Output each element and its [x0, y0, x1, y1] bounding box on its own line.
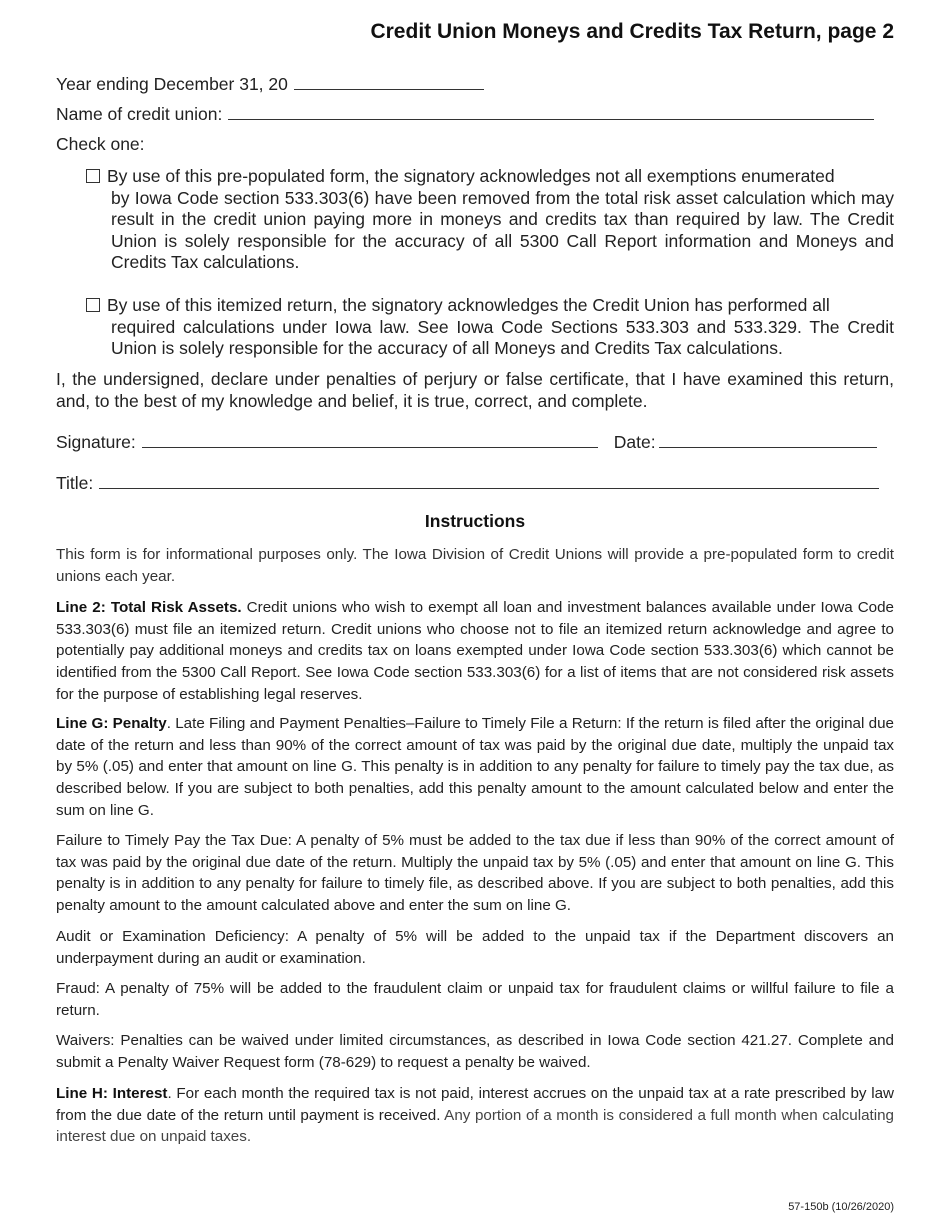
credit-union-name-label: Name of credit union: [56, 104, 223, 124]
check-one-label: Check one: [56, 134, 145, 154]
line2-heading: Line 2: Total Risk Assets. [56, 599, 242, 616]
title-row [56, 472, 879, 494]
lineg-heading: Line G: Penalty [56, 715, 167, 732]
itemized-checkbox[interactable] [86, 298, 100, 312]
itemized-first-line: By use of this itemized return, the signatory acknowledges the Credit Union has performed all [107, 295, 830, 315]
title-input[interactable] [99, 472, 879, 489]
check-one-row [56, 134, 145, 155]
lineg-text: . Late Filing and Payment Penalties–Failure to Timely File a Return: If the return is filed after the original due date of the return and less than 90% of the correct amount of tax was paid by the original due date, multiply the unpaid tax by 5% (.05) and enter that amount on line G. This penalty is in addition to any penalty for failure to timely pay the tax due, as described below. If you are subject to both penalties, add this penalty amount to the amount calculated below and enter the sum on line G. [56, 715, 894, 819]
instructions-intro: This form is for informational purposes only. The Iowa Division of Credit Unions will provide a pre-populated form to credit unions each year. [56, 546, 894, 585]
signature-row [56, 431, 877, 453]
signature-input[interactable] [142, 431, 598, 448]
prepopulated-first-line: By use of this pre-populated form, the signatory acknowledges not all exemptions enumerated [107, 166, 835, 186]
option-prepopulated [86, 166, 894, 274]
page-title: Credit Union Moneys and Credits Tax Return, page 2 [370, 20, 894, 43]
declaration-text: I, the undersigned, declare under penalties of perjury or false certificate, that I have examined this return, and, to the best of my knowledge and belief, it is true, correct, and complete. [56, 369, 894, 411]
lineh-tail: Any portion of a month is considered a full month when calculating interest due on unpaid taxes. [56, 1106, 894, 1146]
fraud-text: Fraud: A penalty of 75% will be added to the fraudulent claim or unpaid tax for fraudulent claims or willful failure to file a return. [56, 980, 894, 1019]
waivers-text: Waivers: Penalties can be waived under limited circumstances, as described in Iowa Code section 421.27. Complete and submit a Penalty Waiver Request form (78-629) to request a penalty be waived. [56, 1032, 894, 1071]
prepopulated-text: by Iowa Code section 533.303(6) have been removed from the total risk asset calculation which may result in the credit union paying more in moneys and credits tax than required by law. The Credit Union is solely responsible for the accuracy of all 5300 Call Report information and Moneys and Credits Tax calculations. [111, 187, 894, 272]
option-itemized [86, 295, 894, 360]
form-number: 57-150b (10/26/2020) [788, 1201, 894, 1213]
year-input[interactable] [294, 73, 484, 90]
lineh-heading: Line H: Interest [56, 1085, 168, 1102]
date-input[interactable] [659, 431, 877, 448]
signature-label: Signature: [56, 432, 136, 452]
title-label: Title: [56, 473, 94, 493]
lineh-text: . For each month the required tax is not paid, interest accrues on the unpaid tax at a rate prescribed by law from the due date of the return until payment is received. [56, 1085, 894, 1124]
itemized-text: required calculations under Iowa law. See Iowa Code Sections 533.303 and 533.329. The Credit Union is solely responsible for the accuracy of all Moneys and Credits Tax calculations. [111, 316, 894, 358]
credit-union-name-input[interactable] [228, 103, 874, 120]
lineh-instructions [56, 1083, 894, 1148]
lineg-instructions [56, 713, 894, 822]
date-label: Date: [613, 432, 656, 452]
year-label: Year ending December 31, 20 [56, 74, 288, 94]
prepopulated-checkbox[interactable] [86, 169, 100, 183]
year-field-row [56, 73, 484, 95]
line2-instructions [56, 597, 894, 706]
failure-to-pay-text: Failure to Timely Pay the Tax Due: A penalty of 5% must be added to the tax due if less than 90% of the correct amount of tax was paid by the original due date of the return. Multiply the unpaid tax by 5% (.05) and enter that amount on line G. This penalty is in addition to any penalty for failure to timely file, as described above. If you are subject to both penalties, add this penalty amount to the amount calculated above and enter the sum on line G. [56, 832, 894, 915]
line2-text: Credit unions who wish to exempt all loan and investment balances available under Iowa Code 533.303(6) must file an itemized return. Credit unions who choose not to file an itemized return acknowledge and agree to potentially pay additional moneys and credits tax on loans exempted under Iowa Code section 533.303(6) which cannot be identified from the 5300 Call Report. See Iowa Code section 533.303(6) for a list of items that are not considered risk assets for the purpose of establishing legal reserves. [56, 599, 894, 703]
credit-union-name-row [56, 103, 874, 125]
instructions-heading: Instructions [424, 511, 526, 531]
audit-deficiency-text: Audit or Examination Deficiency: A penalty of 5% will be added to the unpaid tax if the Department discovers an underpayment during an audit or examination. [56, 928, 894, 967]
